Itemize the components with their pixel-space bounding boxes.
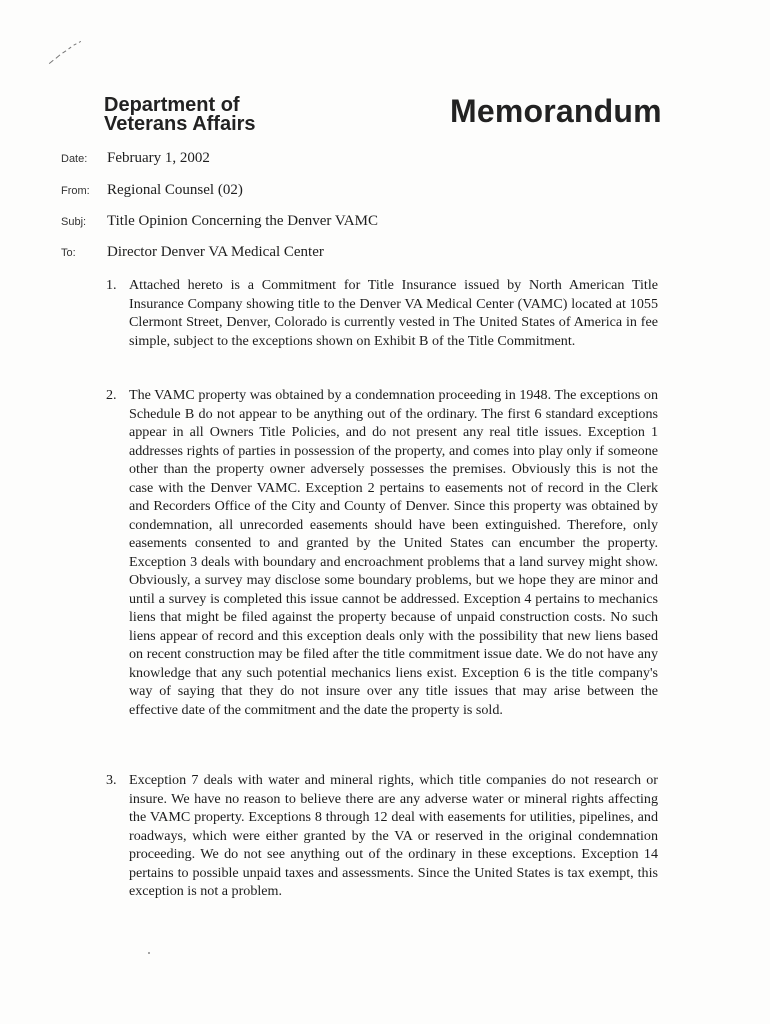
to-value: Director Denver VA Medical Center	[107, 244, 324, 260]
paragraph-2	[106, 386, 658, 719]
subject-value: Title Opinion Concerning the Denver VAMC	[107, 213, 378, 229]
subject-row	[61, 213, 378, 230]
paragraph-3-text: Exception 7 deals with water and mineral rights, which title companies do not research or insure. We have no reason to believe there are any adverse water or mineral rights affecting the VAMC property. Exceptions 8 through 12 deal with easements for utilities, pipelines, and roadways, which were either granted by the VA or reserved in the original condemnation proceeding. We do not see anything out of the ordinary in these exceptions. Exception 14 pertains to possible unpaid taxes and assessments. Since the United States is tax exempt, this exception is not a problem.	[129, 772, 658, 899]
from-value: Regional Counsel (02)	[107, 182, 243, 198]
date-value: February 1, 2002	[107, 150, 210, 166]
to-row	[61, 244, 324, 261]
department-name	[104, 96, 256, 134]
date-label: Date:	[61, 153, 88, 165]
scan-speck	[148, 952, 150, 954]
paragraph-1	[106, 276, 658, 350]
date-row	[61, 150, 210, 167]
department-line-1: Department of	[104, 94, 240, 116]
paragraph-1-text: Attached hereto is a Commitment for Title Insurance issued by North American Title Insurance Company showing title to the Denver VA Medical Center (VAMC) located at 1055 Clermont Street, Denver, Colorado is currently vested in The United States of America in fee simple, subject to the exceptions shown on Exhibit B of the Title Commitment.	[129, 277, 658, 349]
department-line-2: Veterans Affairs	[104, 113, 256, 135]
paragraph-3-number: 3.	[106, 772, 117, 788]
scan-artifact-mark	[45, 40, 88, 68]
from-row	[61, 182, 243, 199]
to-label: To:	[61, 247, 76, 259]
from-label: From:	[61, 185, 90, 197]
paragraph-2-text: The VAMC property was obtained by a condemnation proceeding in 1948. The exceptions on Schedule B do not appear to be anything out of the ordinary. The first 6 standard exceptions appear in all Owners Title Policies, and do not present any real title issues. Exception 1 addresses rights of parties in possession of the property, and comes into play only if someone other than the property owner adversely possesses the premises. Obviously this is not the case with the Denver VAMC. Exception 2 pertains to easements not of record in the Clerk and Recorders Office of the City and County of Denver. Since this property was obtained by condemnation, all unrecorded easements should have been extinguished. Therefore, only easements consented to and granted by the United States can encumber the property. Exception 3 deals with boundary and encroachment problems that a land survey might show. Obviously, a survey may disclose some boundary problems, but we hope they are minor and until a survey is completed this issue cannot be addressed. Exception 4 pertains to mechanics liens that might be filed against the property because of unpaid construction costs. No such liens appear of record and this exception deals only with the possibility that new liens based on recent construction may be filed after the title commitment issue date. We do not have any knowledge that any such potential mechanics liens exist. Exception 6 is the title company's way of saying that they do not insure over any title issues that may arise between the effective date of the commitment and the date the property is sold.	[129, 387, 658, 718]
memo-title: Memorandum	[450, 93, 662, 129]
subject-label: Subj:	[61, 216, 87, 228]
paragraph-3	[106, 771, 658, 901]
paragraph-2-number: 2.	[106, 387, 117, 403]
paragraph-1-number: 1.	[106, 277, 117, 293]
